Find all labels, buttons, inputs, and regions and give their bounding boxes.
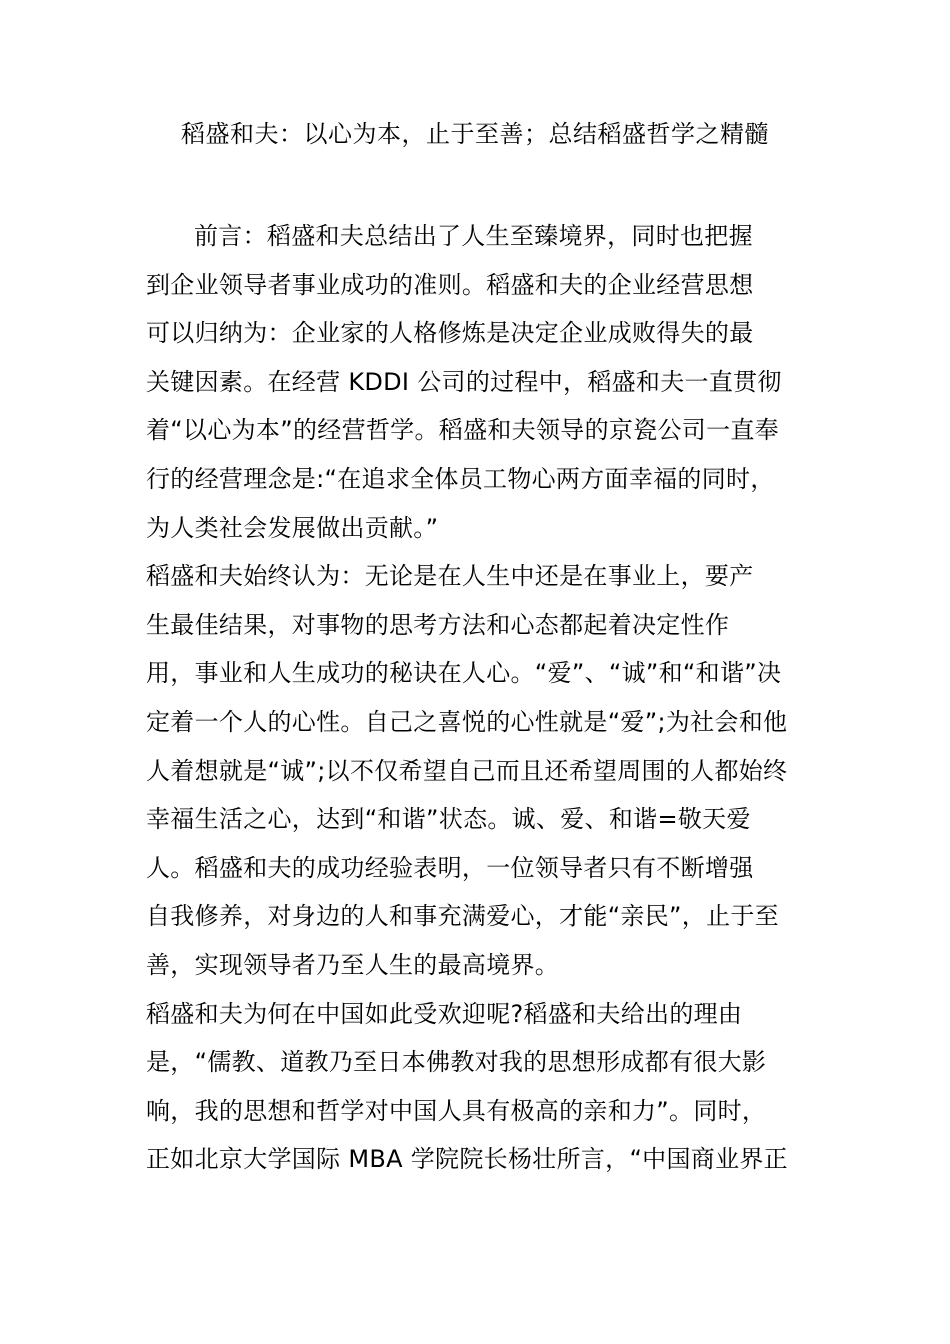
- paragraph-line: 自我修养，对身边的人和事充满爱心，才能“亲民”，止于至: [146, 902, 779, 931]
- paragraph-line: 是，“儒教、道教乃至日本佛教对我的思想形成都有很大影: [146, 1048, 767, 1077]
- paragraph-line: 幸福生活之心，达到“和谐”状态。诚、爱、和谐=敬天爱: [146, 805, 751, 834]
- paragraph-line: 响，我的思想和哲学对中国人具有极高的亲和力”。同时，: [146, 1096, 767, 1125]
- paragraph-line: 人着想就是“诚”;以不仅希望自己而且还希望周围的人都始终: [146, 756, 788, 785]
- document-body: [146, 212, 826, 1184]
- paragraph-line: 着“以心为本”的经营哲学。稻盛和夫领导的京瓷公司一直奉: [146, 416, 779, 445]
- paragraph-line: 关键因素。在经营 KDDI 公司的过程中，稻盛和夫一直贯彻: [146, 367, 782, 396]
- paragraph-line: 前言：稻盛和夫总结出了人生至臻境界，同时也把握: [194, 222, 753, 250]
- paragraph-line: 人。稻盛和夫的成功经验表明，一位领导者只有不断增强: [146, 853, 754, 882]
- paragraph-line: 生最佳结果，对事物的思考方法和心态都起着决定性作: [146, 610, 730, 639]
- paragraph-line: 为人类社会发展做出贡献。”: [146, 513, 439, 542]
- paragraph-line: 稻盛和夫为何在中国如此受欢迎呢?稻盛和夫给出的理由: [146, 999, 743, 1028]
- paragraph-line: 定着一个人的心性。自己之喜悦的心性就是“爱”;为社会和他: [146, 707, 788, 736]
- document-title: 稻盛和夫：以心为本，止于至善；总结稻盛哲学之精髓: [181, 120, 769, 148]
- paragraph-line: 正如北京大学国际 MBA 学院院长杨壮所言，“中国商业界正: [146, 1145, 788, 1174]
- paragraph-line: 可以归纳为：企业家的人格修炼是决定企业成败得失的最: [146, 319, 754, 348]
- paragraph-line: 行的经营理念是:“在追求全体员工物心两方面幸福的同时，: [146, 464, 775, 493]
- paragraph-line: 到企业领导者事业成功的准则。稻盛和夫的企业经营思想: [146, 270, 754, 299]
- paragraph-line: 稻盛和夫始终认为：无论是在人生中还是在事业上，要产: [146, 562, 754, 591]
- paragraph-line: 用，事业和人生成功的秘诀在人心。“爱”、“诚”和“和谐”决: [146, 659, 782, 688]
- paragraph-line: 善，实现领导者乃至人生的最高境界。: [146, 950, 560, 979]
